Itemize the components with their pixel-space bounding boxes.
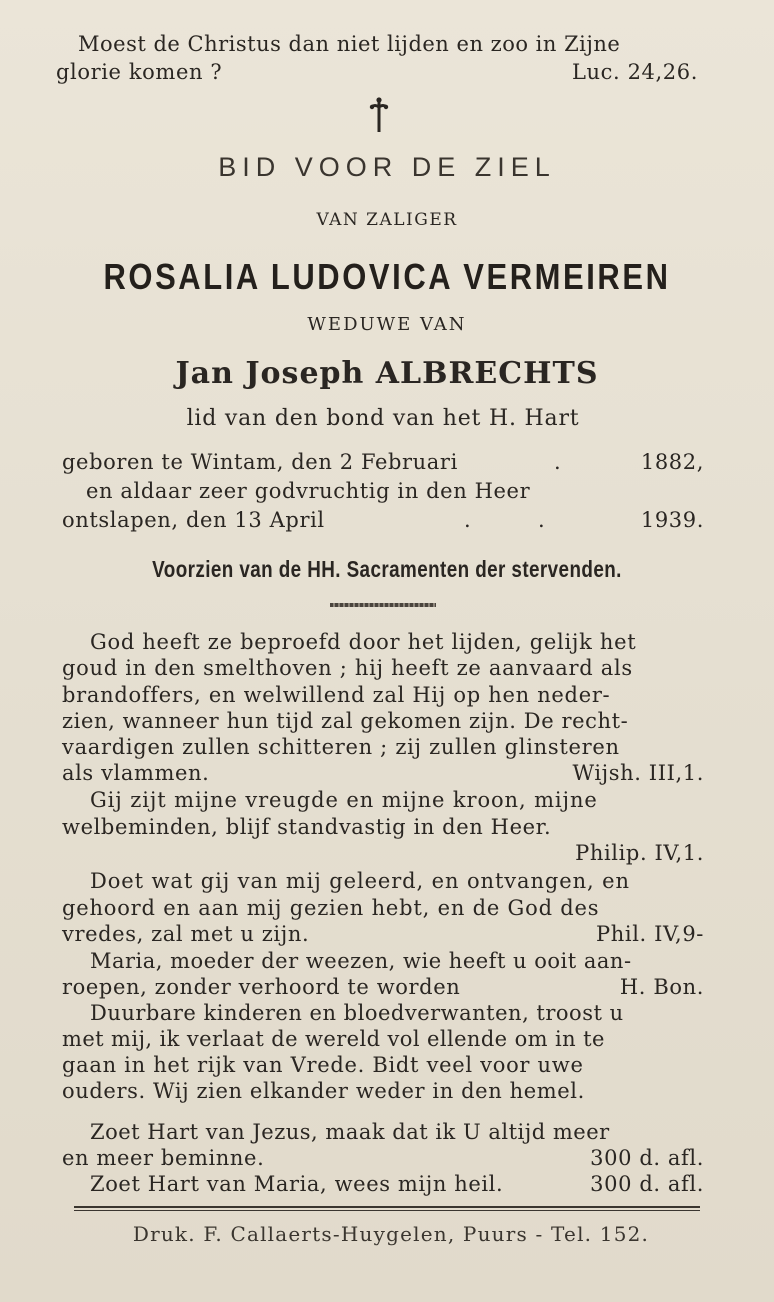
p6-line-1: Zoet Hart van Jezus, maak dat ik U altijd meer (90, 1120, 610, 1144)
p5-line-1: Duurbare kinderen en bloedverwanten, troost u (90, 1001, 624, 1025)
p4-reference: H. Bon. (619, 975, 704, 999)
died-year: 1939. (640, 508, 704, 532)
p1-line-4: zien, wanneer hun tijd zal gekomen zijn. De recht- (62, 709, 629, 733)
p2-line-1: Gij zijt mijne vreugde en mijne kroon, mijne (90, 788, 598, 812)
born-line (62, 450, 704, 474)
epigraph-line-2 (56, 60, 698, 84)
p2-line-2: welbeminden, blijf standvastig in den Heer. (62, 815, 552, 839)
epigraph-line-1: Moest de Christus dan niet lijden en zoo in Zijne (78, 32, 621, 56)
p4-line-1: Maria, moeder der weezen, wie heeft u ooit aan- (90, 949, 632, 973)
born-text: geboren te Wintam, den 2 Februari (62, 450, 458, 474)
p3-line-1: Doet wat gij van mij geleerd, en ontvangen, en (90, 869, 630, 893)
died-dot-2: . (538, 508, 546, 532)
p7-line (90, 1172, 704, 1196)
p3-line-2: gehoord en aan mij gezien hebt, en de God des (62, 896, 600, 920)
p3-last-text: vredes, zal met u zijn. (62, 922, 310, 946)
p4-last-text: roepen, zonder verhoord te worden (62, 975, 461, 999)
p3-reference: Phil. IV,9- (596, 922, 704, 946)
epigraph-reference: Luc. 24,26. (572, 60, 698, 84)
p1-line-1: God heeft ze beproefd door het lijden, gelijk het (90, 630, 637, 654)
p1-line-6 (62, 761, 704, 785)
p1-line-3: brandoffers, en welwillend zal Hij op hen neder- (62, 683, 611, 707)
died-line-1: en aldaar zeer godvruchtig in den Heer (86, 479, 531, 503)
p1-line-5: vaardigen zullen schitteren ; zij zullen glinsteren (62, 735, 620, 759)
sacraments-line: Voorzien van de HH. Sacramenten der stervenden. (152, 556, 622, 582)
spouse-name: Jan Joseph ALBRECHTS (175, 356, 599, 391)
born-dot: . (554, 450, 562, 474)
p5-line-4: ouders. Wij zien elkander weder in den hemel. (62, 1079, 585, 1103)
p1-line-2: goud in den smelthoven ; hij heeft ze aanvaard als (62, 656, 633, 680)
p3-line-3 (62, 922, 704, 946)
deceased-name: ROSALIA LUDOVICA VERMEIREN (103, 256, 671, 297)
p7-text: Zoet Hart van Maria, wees mijn heil. (90, 1172, 504, 1196)
p1-reference: Wijsh. III,1. (572, 761, 704, 785)
footer-rule-bottom (74, 1210, 700, 1211)
p7-reference: 300 d. afl. (590, 1172, 704, 1196)
p5-line-2: met mij, ik verlaat de wereld vol ellende om in te (62, 1027, 605, 1051)
born-year: 1882, (640, 450, 704, 474)
p2-reference: Philip. IV,1. (575, 841, 704, 865)
cross-icon (368, 96, 390, 134)
p6-last-text: en meer beminne. (62, 1146, 265, 1170)
ornament-divider (330, 603, 436, 607)
p5-line-3: gaan in het rijk van Vrede. Bidt veel voor uwe (62, 1053, 584, 1077)
died-line-2 (62, 508, 704, 532)
member-line: lid van den bond van het H. Hart (186, 406, 580, 431)
p6-reference: 300 d. afl. (590, 1146, 704, 1170)
p4-line-2 (62, 975, 704, 999)
weduwe-van: WEDUWE VAN (307, 314, 467, 335)
van-zaliger: VAN ZALIGER (316, 210, 458, 230)
died-text: ontslapen, den 13 April (62, 508, 325, 532)
footer-rule-top (74, 1206, 700, 1208)
p6-line-2 (62, 1146, 704, 1170)
printer-line: Druk. F. Callaerts-Huygelen, Puurs - Tel. 152. (132, 1222, 650, 1246)
pray-heading: BID VOOR DE ZIEL (218, 152, 556, 182)
p1-last-text: als vlammen. (62, 761, 210, 785)
epigraph-text: glorie komen ? (56, 60, 223, 84)
died-dot-1: . (464, 508, 472, 532)
